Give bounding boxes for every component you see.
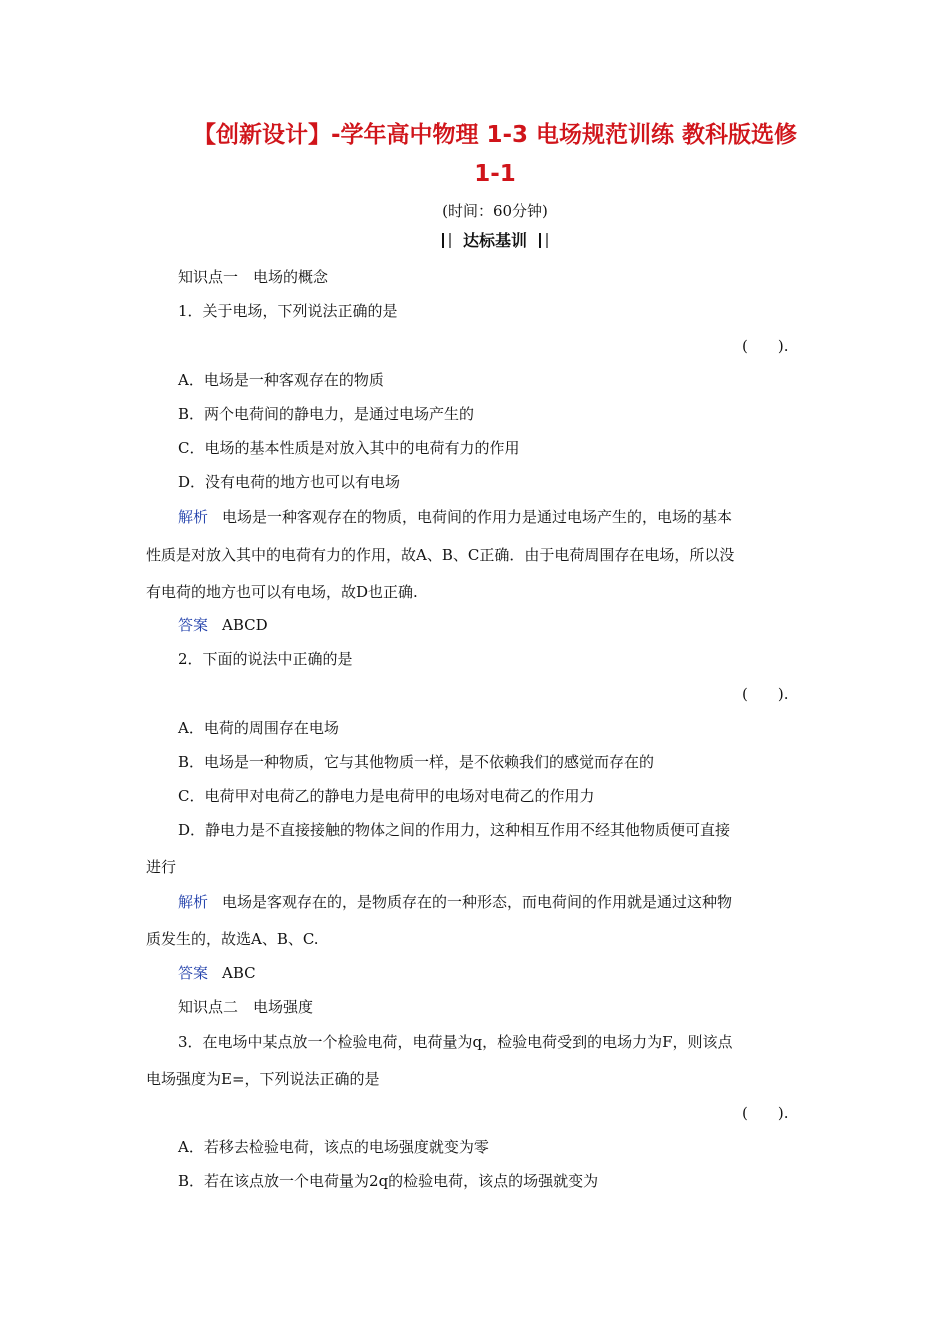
q3-stem-line2: 电场强度为E=，下列说法正确的是: [146, 1070, 380, 1088]
document-title-line2: 1-1: [474, 161, 516, 187]
q2-answer-label: 答案: [178, 964, 209, 982]
knowledge-point-2: 知识点二 电场强度: [178, 998, 314, 1016]
q2-option-c: C．电荷甲对电荷乙的静电力是电荷甲的电场对电荷乙的作用力: [178, 787, 595, 805]
q3-answer-blank: ( ).: [742, 1104, 789, 1122]
q1-analysis-line2: 性质是对放入其中的电荷有力的作用，故A、B、C正确．由于电荷周围存在电场，所以没: [146, 546, 735, 564]
q1-answer: [178, 614, 268, 636]
q2-option-b: B．电场是一种物质，它与其他物质一样，是不依赖我们的感觉而存在的: [178, 753, 655, 771]
knowledge-point-1: 知识点一 电场的概念: [178, 268, 329, 286]
q3-option-b: B．若在该点放一个电荷量为2q的检验电荷，该点的场强就变为: [178, 1172, 599, 1190]
q2-analysis-label: 解析: [178, 893, 209, 911]
q2-answer-blank: ( ).: [742, 685, 789, 703]
q1-answer-value: ABCD: [222, 616, 268, 634]
q2-analysis-text1: 电场是客观存在的，是物质存在的一种形态，而电荷间的作用就是通过这种物: [222, 893, 733, 911]
q1-option-a: A．电场是一种客观存在的物质: [178, 371, 384, 389]
q2-answer: [178, 962, 256, 984]
q2-analysis-line2: 质发生的，故选A、B、C.: [146, 930, 319, 948]
section-bar-left-icon: [442, 233, 451, 248]
q1-analysis-line3: 有电荷的地方也可以有电场，故D也正确.: [146, 583, 418, 601]
q2-option-d: D．静电力是不直接接触的物体之间的作用力，这种相互作用不经其他物质便可直接: [178, 821, 731, 839]
q1-option-c: C．电场的基本性质是对放入其中的电荷有力的作用: [178, 439, 520, 457]
document-title-line1: 【创新设计】-学年高中物理 1-3 电场规范训练 教科版选修: [192, 122, 798, 148]
q1-option-b: B．两个电荷间的静电力，是通过电场产生的: [178, 405, 475, 423]
q2-analysis-line1: [178, 891, 732, 913]
section-bar-right-icon: [539, 233, 548, 248]
q1-stem: 1．关于电场，下列说法正确的是: [178, 302, 398, 320]
q1-answer-blank: ( ).: [742, 337, 789, 355]
q1-answer-label: 答案: [178, 616, 209, 634]
q3-option-a: A．若移去检验电荷，该点的电场强度就变为零: [178, 1138, 489, 1156]
q2-option-a: A．电荷的周围存在电场: [178, 719, 339, 737]
section-heading-text: 达标基训: [462, 231, 527, 250]
q2-option-d-cont: 进行: [146, 858, 177, 876]
time-note: (时间：60分钟): [442, 202, 548, 220]
q2-answer-value: ABC: [222, 964, 256, 982]
q3-stem-line1: 3．在电场中某点放一个检验电荷，电荷量为q，检验电荷受到的电场力为F，则该点: [178, 1033, 733, 1051]
q1-analysis-line1: [178, 506, 732, 528]
q2-stem: 2．下面的说法中正确的是: [178, 650, 353, 668]
q1-option-d: D．没有电荷的地方也可以有电场: [178, 473, 401, 491]
q1-analysis-label: 解析: [178, 508, 209, 526]
section-heading: [150, 229, 840, 253]
q1-analysis-text1: 电场是一种客观存在的物质，电荷间的作用力是通过电场产生的，电场的基本: [222, 508, 733, 526]
